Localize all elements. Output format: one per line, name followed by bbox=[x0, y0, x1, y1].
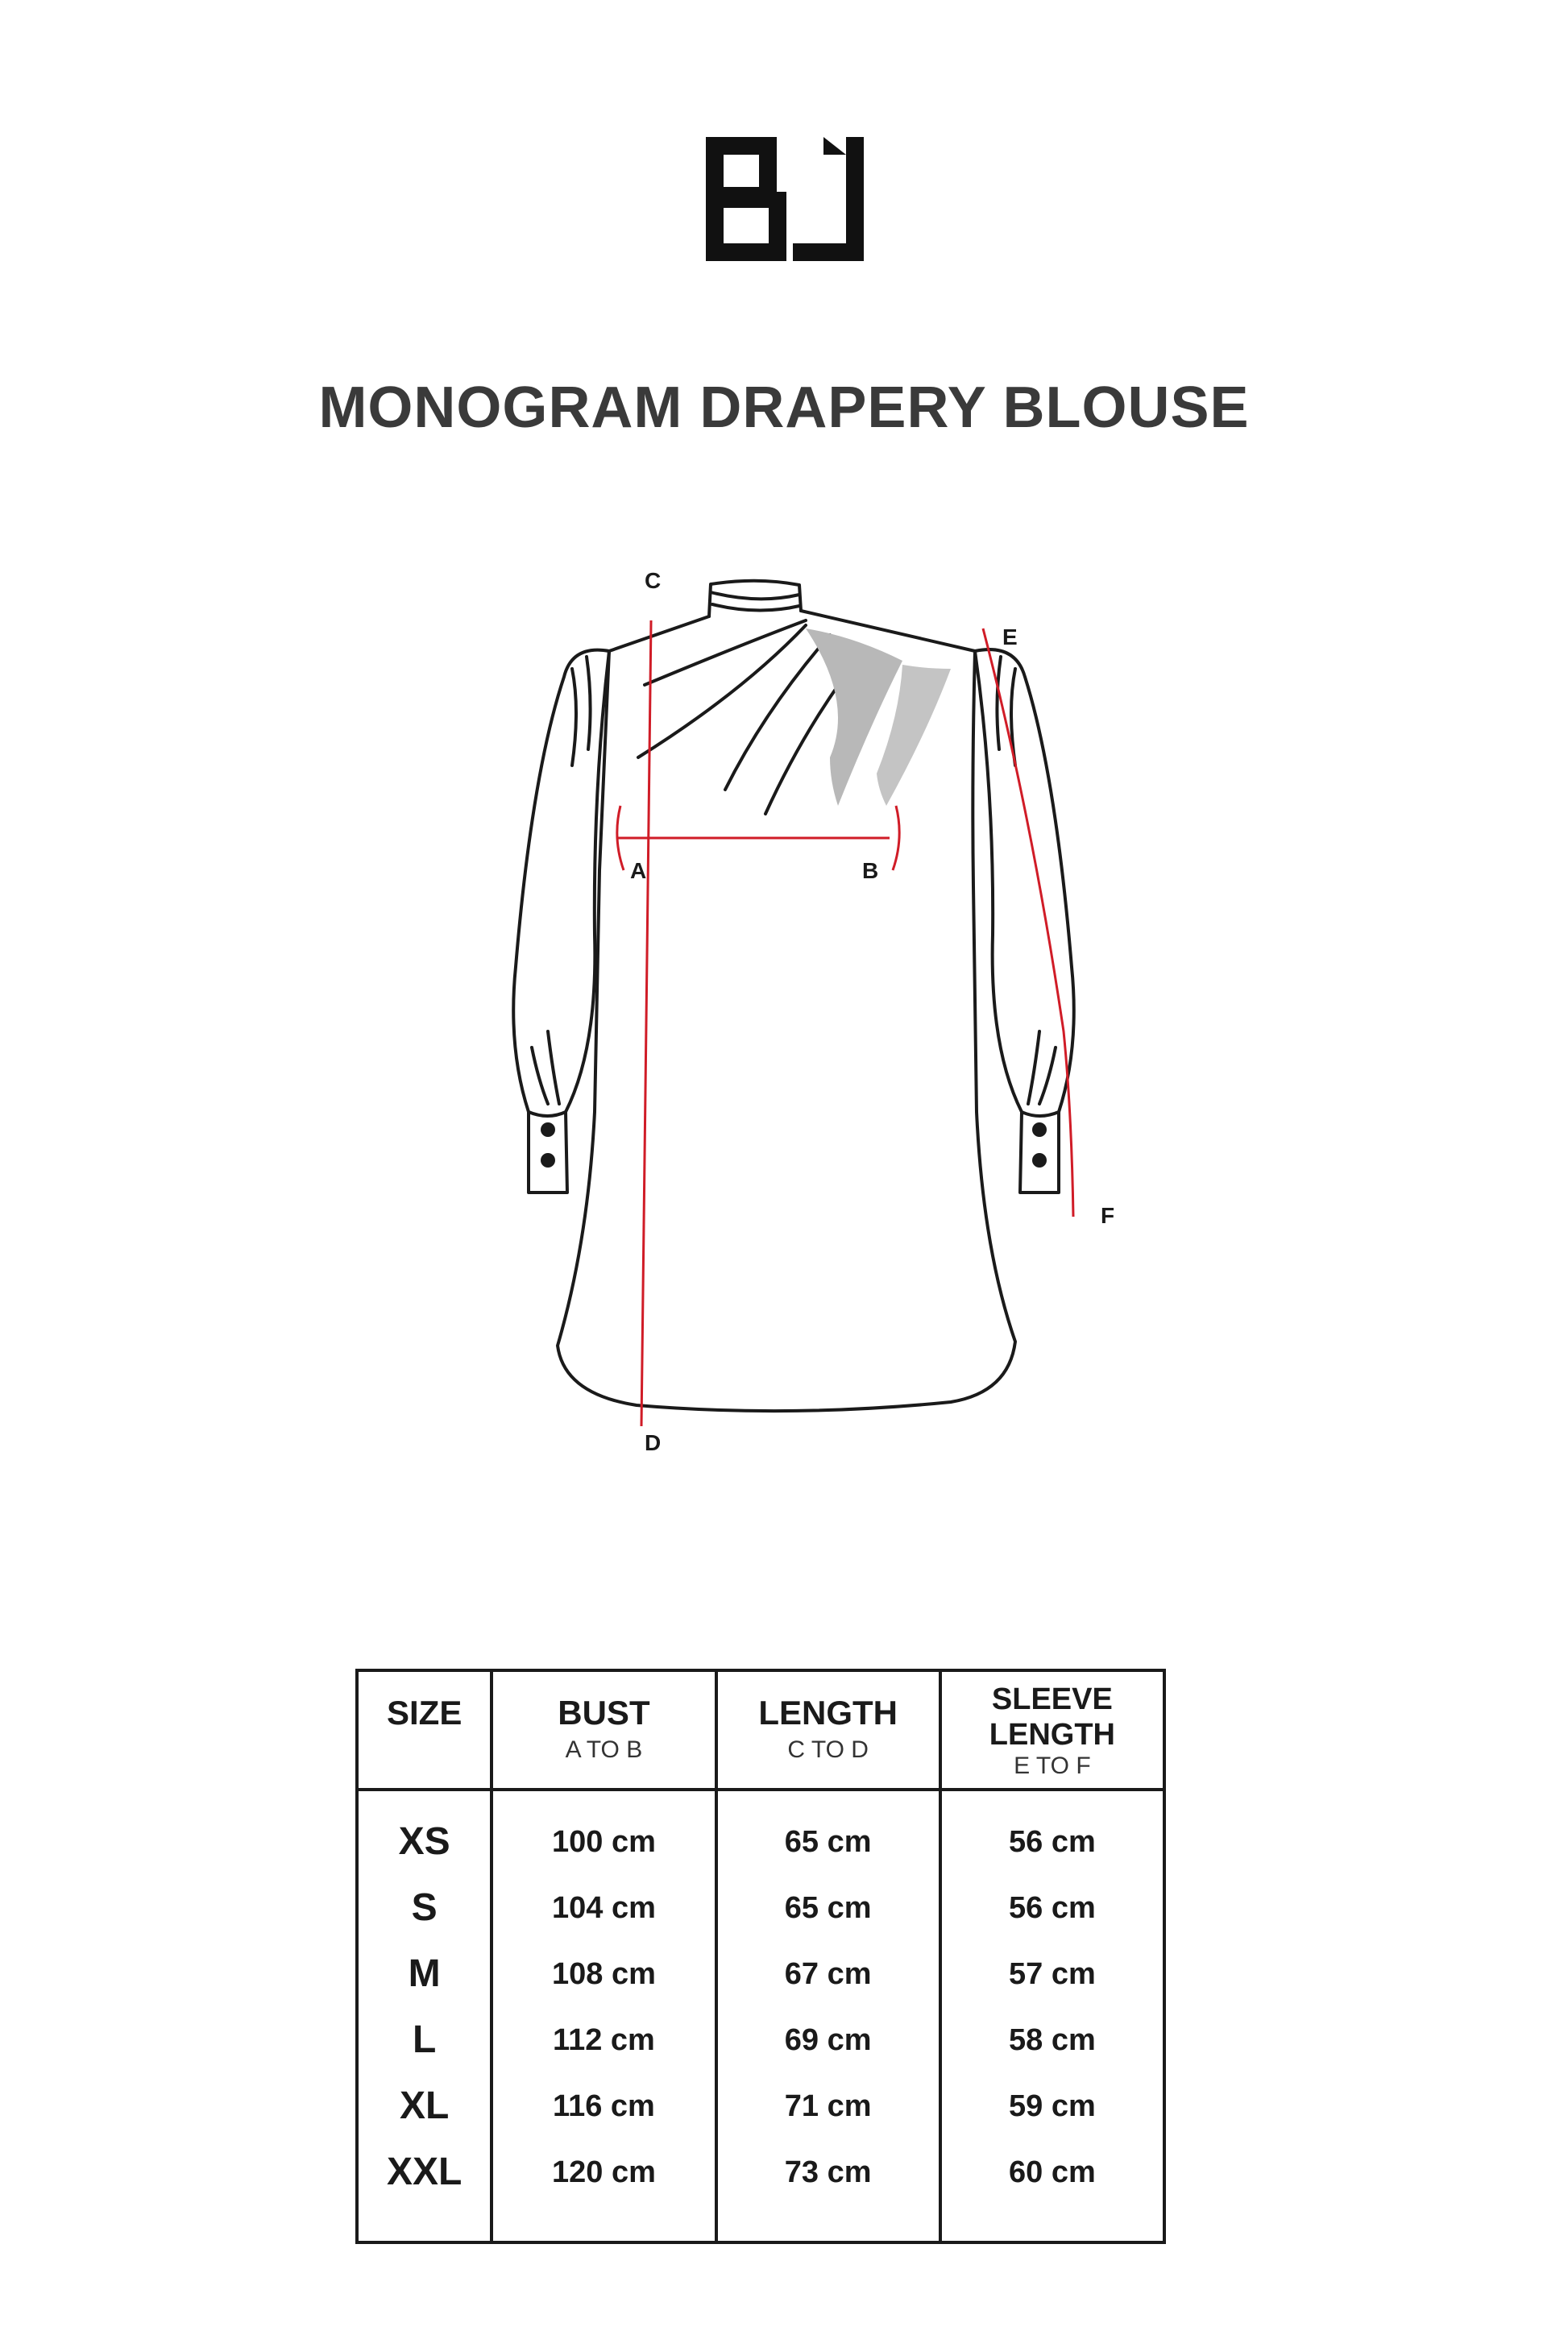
size-cell: M bbox=[408, 1952, 441, 1995]
header-bust: BUST A TO B bbox=[492, 1670, 716, 1790]
table-row bbox=[357, 1790, 1164, 1875]
size-cell: XL bbox=[399, 2084, 450, 2127]
size-cell: L bbox=[413, 2018, 437, 2061]
sleeve-cell: 57 cm bbox=[940, 1941, 1164, 2007]
label-d: D bbox=[645, 1430, 662, 1455]
size-cell: XS bbox=[398, 1820, 450, 1863]
bust-cell: 108 cm bbox=[492, 1941, 716, 2007]
bust-cell: 120 cm bbox=[492, 2139, 716, 2205]
brand-logo bbox=[703, 134, 867, 264]
header-sleeve-length: SLEEVE LENGTH E TO F bbox=[940, 1670, 1164, 1790]
table-row bbox=[357, 1875, 1164, 1941]
label-c: C bbox=[645, 568, 662, 593]
bust-cell: 116 cm bbox=[492, 2073, 716, 2139]
sleeve-cell: 56 cm bbox=[940, 1875, 1164, 1941]
table-header-row bbox=[357, 1670, 1164, 1790]
sleeve-cell: 59 cm bbox=[940, 2073, 1164, 2139]
table-row bbox=[357, 2073, 1164, 2139]
bust-cell: 112 cm bbox=[492, 2007, 716, 2073]
length-line bbox=[641, 620, 651, 1426]
bust-cell: 104 cm bbox=[492, 1875, 716, 1941]
label-f: F bbox=[1101, 1203, 1115, 1228]
table-row bbox=[357, 2007, 1164, 2073]
sleeve-cell: 58 cm bbox=[940, 2007, 1164, 2073]
size-cell: S bbox=[411, 1886, 438, 1929]
bust-cell: 100 cm bbox=[492, 1790, 716, 1875]
page-title: MONOGRAM DRAPERY BLOUSE bbox=[318, 375, 1250, 440]
length-cell: 65 cm bbox=[716, 1875, 940, 1941]
garment-diagram bbox=[451, 548, 1144, 1475]
sleeve-cell: 60 cm bbox=[940, 2139, 1164, 2205]
size-chart-table bbox=[355, 1669, 1166, 2244]
length-cell: 73 cm bbox=[716, 2139, 940, 2205]
sleeve-cell: 56 cm bbox=[940, 1790, 1164, 1875]
label-a: A bbox=[630, 858, 647, 883]
size-cell: XXL bbox=[386, 2151, 463, 2193]
table-row bbox=[357, 1941, 1164, 2007]
length-cell: 65 cm bbox=[716, 1790, 940, 1875]
length-cell: 71 cm bbox=[716, 2073, 940, 2139]
length-cell: 69 cm bbox=[716, 2007, 940, 2073]
header-length: LENGTH C TO D bbox=[716, 1670, 940, 1790]
header-size: SIZE bbox=[357, 1670, 492, 1790]
label-b: B bbox=[862, 858, 879, 883]
table-spacer-row bbox=[357, 2205, 1164, 2242]
length-cell: 67 cm bbox=[716, 1941, 940, 2007]
blouse-body bbox=[558, 611, 1015, 1411]
label-e: E bbox=[1002, 624, 1018, 649]
table-row bbox=[357, 2139, 1164, 2205]
